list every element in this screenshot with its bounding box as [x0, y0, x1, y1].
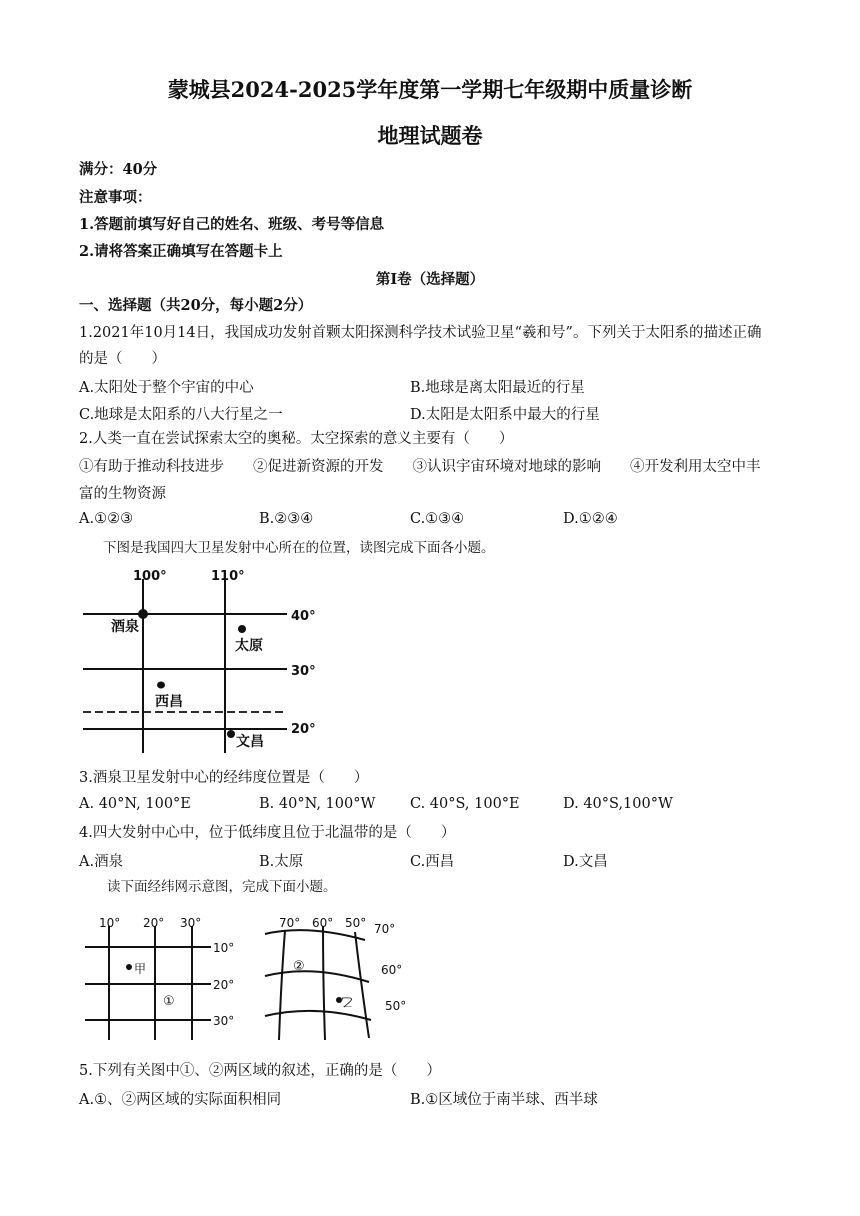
notes-title: 注意事项：: [79, 189, 152, 206]
q4-option-d: D.文昌: [563, 854, 608, 870]
right-lon-50: 50°: [345, 916, 367, 930]
note-2: 2.请将答案正确填写在答题卡上: [79, 243, 283, 260]
q1-option-c: C.地球是太阳系的八大行星之一: [79, 407, 283, 423]
left-lon-20: 20°: [143, 916, 165, 930]
part1-heading: 一、选择题（共20分，每小题2分）: [79, 297, 313, 314]
place-jiuquan: 酒泉: [111, 619, 139, 635]
q2-option-b: B.②③④: [259, 511, 314, 527]
lon-label-100: 100°: [133, 569, 167, 584]
q4-option-a: A.酒泉: [79, 854, 124, 870]
q2-option-c: C.①③④: [410, 511, 465, 527]
graticule-map-left: [79, 912, 249, 1046]
q3-option-a: A. 40°N, 100°E: [79, 796, 191, 812]
xichang-dot: [157, 682, 165, 689]
exam-subtitle: 地理试题卷: [377, 123, 483, 148]
place-taiyuan: 太原: [235, 638, 263, 654]
label-region-1: ①: [163, 994, 175, 1009]
score-line: 满分：40分: [79, 161, 158, 178]
lon-label-110: 110°: [211, 569, 245, 584]
jiuquan-dot: [138, 609, 148, 619]
lat-label-20: 20°: [291, 722, 316, 737]
label-region-2: ②: [293, 959, 305, 974]
taiyuan-dot: [238, 625, 246, 633]
map1-intro: 下图是我国四大卫星发射中心所在的位置，读图完成下面各小题。: [103, 540, 495, 556]
q5-option-b: B.①区域位于南半球、西半球: [410, 1092, 598, 1108]
q2-option-a: A.①②③: [79, 511, 134, 527]
q5-option-a: A.①、②两区域的实际面积相同: [79, 1092, 282, 1108]
launch-centers-map: [79, 563, 329, 755]
q3-option-d: D. 40°S,100°W: [563, 796, 673, 812]
q5-stem: 5.下列有关图中①、②两区域的叙述，正确的是（ ）: [79, 1063, 441, 1079]
q3-stem: 3.酒泉卫星发射中心的经纬度位置是（ ）: [79, 770, 369, 786]
right-lon-70: 70°: [279, 916, 301, 930]
right-lon-60: 60°: [312, 916, 334, 930]
q2-items-line1: ①有助于推动科技进步 ②促进新资源的开发 ③认识宇宙环境对地球的影响 ④开发利用太空中丰: [79, 459, 761, 475]
lat-label-40: 40°: [291, 609, 316, 624]
volume-heading: 第I卷（选择题）: [375, 271, 485, 288]
label-jia: 甲: [134, 962, 147, 976]
left-lon-30: 30°: [180, 916, 202, 930]
q1-option-a: A.太阳处于整个宇宙的中心: [79, 380, 254, 396]
left-lon-10: 10°: [99, 916, 121, 930]
left-lat-20: 20°: [213, 978, 235, 992]
place-xichang: 西昌: [155, 694, 183, 710]
left-lat-10: 10°: [213, 941, 235, 955]
label-yi: 乙: [340, 995, 353, 1009]
q4-option-c: C.西昌: [410, 854, 455, 870]
q4-option-b: B.太原: [259, 854, 304, 870]
q2-items-line2: 富的生物资源: [79, 486, 166, 502]
q1-stem-line1: 1.2021年10月14日，我国成功发射首颗太阳探测科学技术试验卫星“羲和号”。下列关于太阳系的描述正确: [79, 325, 762, 341]
note-1: 1.答题前填写好自己的姓名、班级、考号等信息: [79, 216, 385, 233]
map2-intro: 读下面经纬网示意图，完成下面小题。: [107, 879, 337, 895]
graticule-map-right: [257, 912, 417, 1046]
q2-option-d: D.①②④: [563, 511, 618, 527]
place-wenchang: 文昌: [236, 734, 264, 750]
right-lat-60: 60°: [381, 963, 403, 977]
q4-stem: 4.四大发射中心中，位于低纬度且位于北温带的是（ ）: [79, 825, 456, 841]
lat-label-30: 30°: [291, 664, 316, 679]
q1-option-b: B.地球是离太阳最近的行星: [410, 380, 585, 396]
right-lat-50: 50°: [385, 999, 407, 1013]
right-lat-70: 70°: [374, 922, 396, 936]
exam-title: 蒙城县2024-2025学年度第一学期七年级期中质量诊断: [167, 77, 693, 102]
q3-option-c: C. 40°S, 100°E: [410, 796, 520, 812]
q1-option-d: D.太阳是太阳系中最大的行星: [410, 407, 600, 423]
left-lat-30: 30°: [213, 1014, 235, 1028]
q2-stem: 2.人类一直在尝试探索太空的奥秘。太空探索的意义主要有（ ）: [79, 431, 514, 447]
wenchang-dot: [227, 730, 235, 738]
point-jia-dot: [126, 964, 132, 970]
q3-option-b: B. 40°N, 100°W: [259, 796, 376, 812]
q1-stem-line2: 的是（ ）: [79, 351, 166, 367]
